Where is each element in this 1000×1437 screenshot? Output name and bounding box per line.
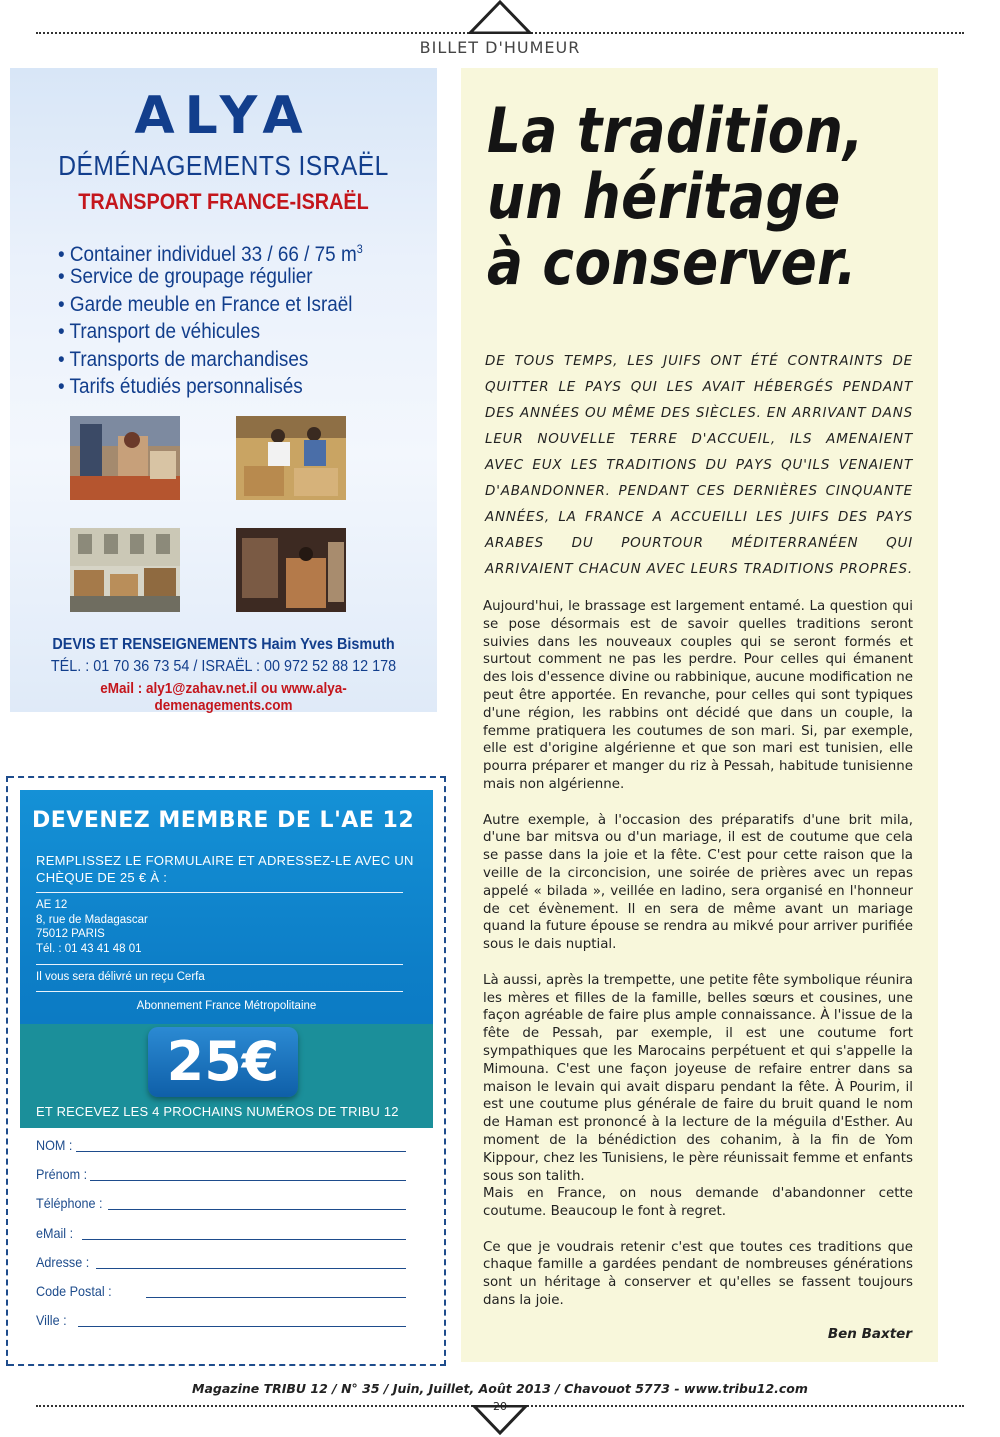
movers-photo-4 [236,528,346,612]
city-field[interactable]: Ville : [36,1310,406,1339]
address-field[interactable]: Adresse : [36,1252,406,1281]
magazine-credits: Magazine TRIBU 12 / N° 35 / Juin, Juillet, Août 2013 / Chavouot 5773 - www.tribu12.com [192,1381,808,1396]
article-lead: DE TOUS TEMPS, LES JUIFS ONT ÉTÉ CONTRAINTS DE QUITTER LE PAYS QUI LES AVAIT HÉBERGÉS PENDANT DES ANNÉES OU MÊME DES SIÈCLES. EN ARRIVANT DANS LEUR NOUVELLE TERRE D'ACCUEIL, ILS AMENAIENT AVEC EUX LES TRADITIONS DU PAYS QU'ILS VENAIENT D'ABANDONNER. PENDANT CES DERNIÈRES CINQUANTE ANNÉES, LA FRANCE A ACCUEILLI LES JUIFS DES PAYS ARABES DU POURTOUR MÉDITERRANÉEN QUI ARRIVAIENT CHACUN AVEC LEURS TRADITIONS PROPRES. [485,353,913,577]
subscription-label: Abonnement France Métropolitaine [136,1000,317,1012]
name-field[interactable]: NOM : [36,1135,406,1164]
article-body [483,598,913,1328]
ad-phone-numbers: TÉL. : 01 70 36 73 54 / ISRAËL : 00 972 52 88 12 178 [50,658,397,675]
ad-contact-heading: DEVIS ET RENSEIGNEMENTS Haim Yves Bismuth [52,636,395,653]
firstname-field[interactable]: Prénom : [36,1164,406,1193]
input-line[interactable] [90,1180,406,1181]
input-line[interactable] [108,1209,406,1210]
input-line[interactable] [96,1268,406,1269]
list-item: • Garde meuble en France et Israël [58,291,363,318]
list-item: • Container individuel 33 / 66 / 75 $m^3$ [58,236,363,263]
article-paragraph: Aujourd'hui, le brassage est largement entamé. La question qui se pose désormais est de savoir quelles traditions seront suivies dans les nouveaux couples qui se seront formés et surtout comment ne pas les perdre. Pour celles qui émanent des lois d'essence divine ou rabbinique, aucune modification ne peut être apportée. En revanche, pour celles qui sont typiques d'une région, les rabbins ont décidé que dans un couple, la femme pratiquera les coutumes de son mari. Si, par exemple, elle est d'origine algérienne et que son mari est tunisien, elle pourra préparer et manger du riz à Pessah, habitude tunisienne mais non algérienne. [483,599,913,792]
article-author: Ben Baxter [827,1326,912,1342]
ad-subtitle: DÉMÉNAGEMENTS ISRAËL [58,150,389,181]
price-badge: 25€ [148,1027,298,1097]
page-number: 20 [493,1400,507,1413]
ad-brand: ALYA [134,86,313,146]
movers-photo-3 [70,528,180,612]
section-label: BILLET D'HUMEUR [419,38,581,57]
receipt-note: Il vous sera délivré un reçu Cerfa [36,971,205,983]
article-paragraph: Là aussi, après la trempette, une petite fête symbolique réunira les mères et filles de la famille, belles sœurs et cousines, une façon agréable de faire plus ample connaissance. À l'issue de la fête de Pessah, par exemple, il est une coutume fort sympathiques que les Marocains perpétuent et qui s'appelle la Mimouna. C'est une façon joyeuse de refaire entrer dans sa maison le levain qui avait disparu pendant la fête. À Pourim, il est une coutume plus générale de faire du bruit quand le nom de Haman est prononcé à la lecture de la méguila d'Esther. Au moment de la bénédiction des cohanim, à la fin de Yom Kippour, chez les Tunisiens, le père réunissait femme et enfants sous son talith. [483,972,913,1184]
ad-email: eMail : aly1@zahav.net.il ou www.alya-demenagements.com [100,680,347,714]
movers-photo-2 [236,416,346,500]
membership-instructions: REMPLISSEZ LE FORMULAIRE ET ADRESSEZ-LE AVEC UN CHÈQUE DE 25 € À : [36,853,414,885]
article-paragraph: Mais en France, on nous demande d'abandonner cette coutume. Beaucoup le font à regret. [483,1186,913,1220]
input-line[interactable] [82,1239,406,1240]
membership-panel [20,790,433,1128]
header-triangle-ornament [466,0,534,34]
article-title: La tradition, un héritage à conserver. [487,94,864,299]
email-field[interactable]: eMail : [36,1223,406,1252]
divider [36,991,403,992]
alya-advertisement [10,68,437,712]
article-paragraph: Autre exemple, à l'occasion des préparatifs d'une brit mila, d'une bar mitsva ou d'un mariage, il est de coutume que cela se passe dans la joie et la fête. C'est pour cette raison que la veille de la circoncision, une soirée de prières avec un repas appelé « bilada », veillée en ladino, sera organisé en l'honneur de cet évènement. Il en sera de même avant un mariage quand la future épouse se rendra au mikvé pour arriver purifiée sous le dais nuptial. [483,812,913,953]
input-line[interactable] [146,1297,406,1298]
ad-tagline: TRANSPORT FRANCE-ISRAËL [78,189,369,214]
article-column [461,68,938,1362]
membership-form-fields [36,1135,406,1339]
membership-address: AE 12 8, rue de Madagascar 75012 PARIS Tél. : 01 43 41 48 01 [36,899,148,955]
phone-field[interactable]: Téléphone : [36,1193,406,1222]
divider [36,892,403,893]
list-item: • Transport de véhicules [58,318,363,345]
list-item: • Service de groupage régulier [58,263,363,290]
movers-photo-1 [70,416,180,500]
offer-text: ET RECEVEZ LES 4 PROCHAINS NUMÉROS DE TRIBU 12 [36,1104,399,1119]
list-item: • Transports de marchandises [58,346,363,373]
input-line[interactable] [78,1326,406,1327]
membership-title: DEVENEZ MEMBRE DE L'AE 12 [32,808,415,833]
ad-services-list [58,236,397,400]
divider [36,964,403,965]
postal-code-field[interactable]: Code Postal : [36,1281,406,1310]
list-item: • Tarifs étudiés personnalisés [58,373,363,400]
input-line[interactable] [76,1151,406,1152]
article-paragraph: Ce que je voudrais retenir c'est que toutes ces traditions que chaque famille a gardées pendant de nombreuses générations sont un héritage à conserver et qu'elles se fassent toujours dans la joie. [483,1239,913,1309]
